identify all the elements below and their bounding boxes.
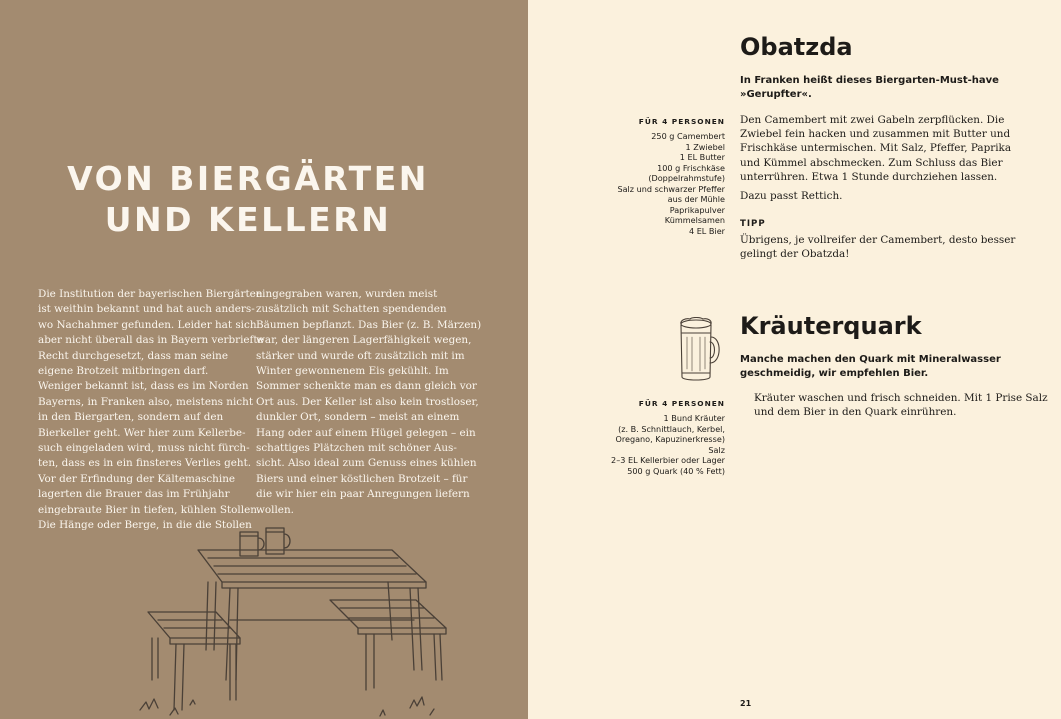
intro-line: Recht durchgesetzt, dass man seine bbox=[38, 349, 228, 362]
intro-line: in den Biergarten, sondern auf den bbox=[38, 411, 224, 424]
intro-line: war, der längeren Lagerfähigkeit wegen, bbox=[256, 334, 472, 347]
intro-line: Ort aus. Der Keller ist also kein trostloser, bbox=[256, 395, 479, 408]
tip-line: Übrigens, je vollreifer der Camembert, desto besser bbox=[740, 234, 1016, 246]
ingredient-item: aus der Mühle bbox=[667, 194, 725, 204]
ingredient-list-obatzda bbox=[617, 131, 725, 236]
intro-line: dunkler Ort, sondern – meist an einem bbox=[256, 411, 460, 424]
recipe-lead-kraeuterquark bbox=[740, 353, 1001, 380]
intro-line: Winter gewonnenem Eis gekühlt. Im bbox=[256, 365, 449, 378]
ingredient-item: Kümmelsamen bbox=[664, 215, 725, 225]
method-line: Kräuter waschen und frisch schneiden. Mit 1 Prise Salz bbox=[754, 392, 1048, 404]
intro-line: Hang oder auf einem Hügel gelegen – ein bbox=[256, 426, 476, 439]
method-line: und dem Bier in den Quark einrühren. bbox=[754, 406, 957, 419]
method-text-kraeuterquark bbox=[754, 391, 1048, 419]
intro-text-column-2 bbox=[256, 287, 482, 518]
ingredient-item: Oregano, Kapuzinerkresse) bbox=[615, 434, 725, 444]
lead-line: In Franken heißt dieses Biergarten-Must-have bbox=[740, 75, 999, 86]
method-line: unterrühren. Etwa 1 Stunde durchziehen lassen. bbox=[740, 170, 998, 183]
ingredient-item: Salz bbox=[708, 444, 725, 455]
ingredient-item: 1 Zwiebel bbox=[685, 141, 725, 152]
intro-line: eigene Brotzeit mitbringen darf. bbox=[38, 365, 209, 378]
ingredient-item: Paprikapulver bbox=[669, 204, 725, 215]
ingredient-list-kraeuterquark bbox=[611, 413, 725, 476]
intro-line: ten, dass es in ein finsteres Verlies geht. bbox=[38, 457, 252, 470]
servings-label: FÜR 4 PERSONEN bbox=[638, 117, 725, 126]
page-number: 21 bbox=[740, 699, 752, 708]
intro-line: eingebraute Bier in tiefen, kühlen Stollen. bbox=[38, 503, 261, 516]
intro-line: Die Hänge oder Berge, in die die Stollen bbox=[38, 519, 252, 532]
ingredient-item: (Doppelrahmstufe) bbox=[648, 173, 725, 183]
serving-note: Dazu passt Rettich. bbox=[740, 190, 843, 202]
intro-line: sicht. Also ideal zum Genuss eines kühlen bbox=[256, 457, 477, 470]
method-line: Den Camembert mit zwei Gabeln zerpflücken. Die bbox=[740, 114, 1005, 126]
intro-line: such eingeladen wird, muss nicht fürch- bbox=[38, 442, 250, 455]
intro-line: Biers und einer köstlichen Brotzeit – für bbox=[256, 472, 468, 485]
ingredient-item: 250 g Camembert bbox=[651, 131, 725, 141]
intro-line: wo Nachahmer gefunden. Leider hat sich bbox=[38, 318, 257, 331]
tip-line: gelingt der Obatzda! bbox=[740, 248, 850, 261]
intro-line: die wir hier ein paar Anregungen liefern bbox=[256, 488, 470, 501]
ingredient-item: 1 Bund Kräuter bbox=[663, 413, 725, 423]
tip-label: TIPP bbox=[740, 219, 766, 229]
ingredient-item: (z. B. Schnittlauch, Kerbel, bbox=[618, 423, 725, 434]
intro-line: eingegraben waren, wurden meist bbox=[256, 288, 438, 300]
method-line: und Kümmel abschmecken. Zum Schluss das Bier bbox=[740, 156, 1003, 169]
tip-text bbox=[740, 233, 1015, 261]
lead-line: geschmeidig, wir empfehlen Bier. bbox=[740, 367, 929, 379]
ingredient-item: 500 g Quark (40 % Fett) bbox=[627, 465, 725, 476]
chapter-title bbox=[40, 158, 456, 240]
ingredient-item: 100 g Frischkäse bbox=[657, 162, 725, 173]
intro-line: Sommer schenkte man es dann gleich vor bbox=[256, 380, 477, 393]
method-line: Frischkäse untermischen. Mit Salz, Pfeffer, Paprika bbox=[740, 142, 1012, 155]
ingredient-item: 4 EL Bier bbox=[688, 225, 725, 236]
intro-line: Die Institution der bayerischen Biergärten bbox=[38, 288, 263, 300]
intro-text-column-1 bbox=[38, 287, 264, 534]
intro-line: ist weithin bekannt und hat auch anders- bbox=[38, 303, 255, 316]
intro-line: Bayerns, in Franken also, meistens nicht bbox=[38, 395, 253, 408]
servings-label: FÜR 4 PERSONEN bbox=[638, 399, 725, 408]
beer-mug-icon bbox=[676, 317, 726, 385]
intro-line: aber nicht überall das in Bayern verbriefte bbox=[38, 334, 264, 347]
intro-line: wollen. bbox=[256, 503, 294, 516]
ingredient-item: 1 EL Butter bbox=[679, 152, 725, 162]
recipe-lead-obatzda bbox=[740, 74, 999, 101]
chapter-title-line: VON BIERGÄRTEN bbox=[67, 159, 429, 198]
left-page bbox=[0, 0, 528, 719]
intro-line: schattiges Plätzchen mit schöner Aus- bbox=[256, 442, 457, 455]
lead-line: »Gerupfter«. bbox=[740, 88, 812, 100]
recipe-title-kraeuterquark: Kräuterquark bbox=[740, 312, 922, 340]
intro-line: zusätzlich mit Schatten spendenden bbox=[256, 303, 447, 316]
method-line: Zwiebel fein hacken und zusammen mit Butter und bbox=[740, 128, 1011, 141]
intro-line: stärker und wurde oft zusätzlich mit im bbox=[256, 349, 465, 362]
right-page bbox=[528, 0, 1061, 719]
intro-line: Bierkeller geht. Wer hier zum Kellerbe- bbox=[38, 426, 246, 439]
beer-garden-table-icon bbox=[130, 520, 450, 719]
intro-line: Bäumen bepflanzt. Das Bier (z. B. Märzen) bbox=[256, 318, 482, 331]
lead-line: Manche machen den Quark mit Mineralwasser bbox=[740, 354, 1001, 365]
intro-line: Weniger bekannt ist, dass es im Norden bbox=[38, 380, 249, 393]
method-text-obatzda bbox=[740, 113, 1011, 184]
intro-line: Vor der Erfindung der Kältemaschine bbox=[38, 472, 236, 485]
ingredient-item: Salz und schwarzer Pfeffer bbox=[617, 183, 725, 194]
ingredient-item: 2–3 EL Kellerbier oder Lager bbox=[611, 455, 725, 465]
chapter-title-line: UND KELLERN bbox=[104, 200, 392, 239]
recipe-title-obatzda: Obatzda bbox=[740, 33, 853, 61]
intro-line: lagerten die Brauer das im Frühjahr bbox=[38, 488, 230, 501]
